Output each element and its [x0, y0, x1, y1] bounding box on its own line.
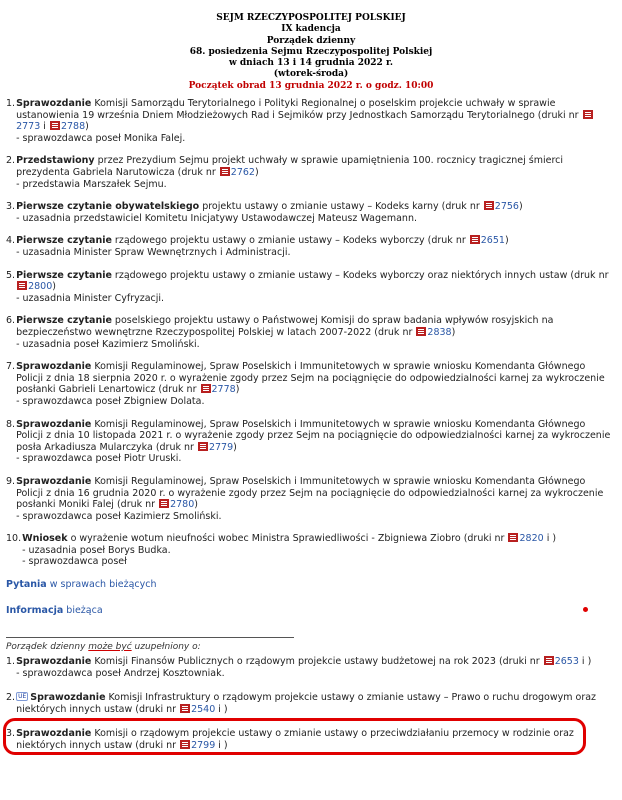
- item-description: Komisji Regulaminowej, Spraw Poselskich i Immunitetowych w sprawie wniosku Komendanta Głównego Policji z dnia 10 listopada 2021 r. o wyrażenie zgody przez Sejm na pociągnięcie do odpowiedzialności karnej za wykroczenie posła Arkadiusza Mularczyka (druk nr: [16, 418, 611, 453]
- print-link[interactable]: 2778: [211, 384, 236, 396]
- item-speaker: - uzasadnia Minister Cyfryzacji.: [16, 292, 165, 304]
- item-text: [16, 656, 614, 668]
- item-tail: ): [451, 326, 456, 338]
- agenda-header: [0, 0, 622, 92]
- agenda-list: [0, 98, 622, 568]
- parliament-name: SEJM RZECZYPOSPOLITEJ POLSKIEJ: [216, 13, 406, 23]
- item-description: Komisji Regulaminowej, Spraw Poselskich i Immunitetowych w sprawie wniosku Komendanta Głównego Policji z dnia 18 sierpnia 2020 r. o wyrażenie zgody przez Sejm na pociągnięcie do odpowiedzialności karnej za wykroczenie posłanki Gabrieli Lenartowicz (druk nr: [16, 361, 605, 396]
- item-description: przez Prezydium Sejmu projekt uchwały w sprawie upamiętnienia 100. rocznicy tragicznej śmierci prezydenta Gabriela Narutowicza (druk nr: [16, 155, 564, 179]
- agenda-item: [6, 155, 614, 190]
- item-speaker: - sprawozdawca poseł Kazimierz Smoliński.: [16, 510, 222, 522]
- item-text: [16, 315, 614, 338]
- item-kind: Pierwsze czytanie obywatelskiego: [16, 201, 200, 213]
- item-speaker: - uzasadnia poseł Borys Budka.: [22, 544, 171, 556]
- item-number: 1.: [6, 98, 16, 110]
- item-number: 8.: [6, 418, 16, 430]
- agenda-item: [6, 361, 614, 407]
- item-tail: i ): [215, 740, 228, 752]
- print-link[interactable]: 2788: [60, 121, 86, 133]
- item-description: projektu ustawy o zmianie ustawy – Kodeks karny (druk nr: [199, 201, 483, 213]
- agenda-item: [6, 201, 614, 224]
- pdf-icon[interactable]: [159, 499, 169, 508]
- item-text: [22, 533, 614, 545]
- agenda-item: [6, 476, 614, 522]
- agenda-item: [6, 419, 614, 465]
- print-link[interactable]: 2653: [554, 656, 579, 668]
- item-text: [16, 419, 614, 454]
- item-text: [16, 155, 614, 178]
- item-description: Komisji Finansów Publicznych o rządowym projekcie ustawy budżetowej na rok 2023 (druki nr: [91, 656, 543, 668]
- item-text: [16, 201, 614, 213]
- item-tail: ): [233, 441, 237, 453]
- item-number: 6.: [6, 315, 16, 327]
- item-number: 10.: [6, 533, 22, 545]
- supplement-post: uzupełniony o:: [131, 642, 201, 653]
- item-tail: ): [194, 499, 198, 511]
- item-kind: Sprawozdanie: [16, 418, 92, 430]
- agenda-item: [6, 270, 614, 305]
- item-body: [16, 692, 614, 715]
- item-description: Komisji o rządowym projekcie ustawy o zmianie ustawy o przeciwdziałaniu przemocy w rodzinie oraz niektórych innych ustaw (druki nr: [16, 728, 574, 752]
- agenda-item: [6, 235, 614, 258]
- item-text: [16, 361, 614, 396]
- pdf-icon[interactable]: [17, 281, 27, 290]
- item-tail: ): [52, 281, 56, 293]
- divider: [6, 637, 294, 638]
- section-text[interactable]: bieżąca: [63, 605, 103, 617]
- annotation-dot: [583, 607, 588, 612]
- item-speaker: - uzasadnia Minister Spraw Wewnętrznych i Administracji.: [16, 247, 291, 259]
- item-speaker: - uzasadnia przedstawiciel Komitetu Inicjatywy Ustawodawczej Mateusz Wagemann.: [16, 212, 417, 224]
- print-link[interactable]: 2820: [519, 533, 544, 545]
- item-description: rządowego projektu ustawy o zmianie ustawy – Kodeks wyborczy oraz niektórych innych ustaw (druk nr: [111, 269, 609, 281]
- pdf-icon[interactable]: [201, 384, 211, 393]
- item-number: 3.: [6, 728, 16, 740]
- item-tail: i ): [543, 533, 557, 545]
- pdf-icon[interactable]: [180, 704, 190, 713]
- supplement-underlined: może być: [88, 642, 132, 653]
- print-link[interactable]: 2799: [191, 740, 216, 752]
- item-description: o wyrażenie wotum nieufności wobec Ministra Sprawiedliwości - Zbigniewa Ziobro (druki nr: [67, 533, 508, 545]
- pdf-icon[interactable]: [470, 235, 480, 244]
- item-description: rządowego projektu ustawy o zmianie ustawy – Kodeks wyborczy (druk nr: [111, 235, 469, 247]
- item-description: poselskiego projektu ustawy o Państwowej Komisji do spraw badania wpływów rosyjskich na bezpieczeństwo wewnętrzne Rzeczypospolitej Polskiej w latach 2007-2022 (druk nr: [16, 315, 554, 338]
- print-link[interactable]: 2540: [191, 703, 216, 715]
- start-time: Początek obrad 13 grudnia 2022 r. o godz. 10:00: [188, 80, 434, 91]
- print-link[interactable]: 2838: [427, 326, 452, 338]
- supplement-note: [0, 642, 622, 652]
- item-description: Komisji Regulaminowej, Spraw Poselskich i Immunitetowych w sprawie wniosku Komendanta Głównego Policji z dnia 16 grudnia 2020 r. o wyrażenie zgody przez Sejm na pociągnięcie do odpowiedzialności karnej za wykroczenie posłanki Moniki Falej (druk nr: [16, 475, 604, 511]
- item-speaker: - przedstawia Marszałek Sejmu.: [16, 178, 167, 190]
- item-number: 2.: [6, 155, 16, 167]
- doc-separator: i: [40, 121, 49, 133]
- item-tail: ): [254, 167, 259, 179]
- item-body: [16, 201, 614, 224]
- item-text: [16, 270, 614, 293]
- section-informacja: [0, 605, 622, 617]
- item-text: [16, 692, 614, 715]
- pdf-icon[interactable]: [484, 201, 494, 210]
- item-tail: ): [85, 121, 89, 133]
- highlight-box: [3, 718, 586, 755]
- section-text[interactable]: w sprawach bieżących: [46, 579, 157, 591]
- item-kind: Sprawozdanie: [16, 656, 92, 668]
- item-kind: Sprawozdanie: [16, 361, 92, 373]
- item-tail: i ): [578, 656, 592, 668]
- item-body: [16, 419, 614, 465]
- item-body: [16, 98, 614, 144]
- item-tail: ): [235, 384, 240, 396]
- term: IX kadencja: [281, 24, 341, 35]
- item-body: [16, 361, 614, 407]
- item-speaker: - sprawozdawca poseł Zbigniew Dolata.: [16, 395, 205, 407]
- item-body: [16, 235, 614, 258]
- pdf-icon[interactable]: [198, 442, 208, 451]
- print-link[interactable]: 2780: [170, 499, 195, 511]
- item-kind: Pierwsze czytanie: [16, 235, 112, 247]
- pdf-icon[interactable]: [544, 656, 554, 665]
- session-days: (wtorek-środa): [273, 69, 349, 80]
- item-text: [16, 235, 614, 247]
- pdf-icon[interactable]: [583, 110, 593, 119]
- item-kind: Sprawozdanie: [16, 98, 92, 110]
- item-tail: ): [518, 201, 523, 213]
- agenda-item: [6, 656, 614, 679]
- item-body: [16, 270, 614, 305]
- item-body: [16, 656, 614, 679]
- agenda-item: [6, 98, 614, 144]
- supplement-pre: Porządek dzienny: [6, 642, 89, 653]
- agenda-item: [6, 315, 614, 350]
- item-speaker: - sprawozdawca poseł Monika Falej.: [16, 132, 186, 144]
- item-speaker: - sprawozdawca poseł Andrzej Kosztowniak.: [16, 667, 225, 679]
- item-body: [16, 476, 614, 522]
- item-speaker: - sprawozdawca poseł: [22, 556, 127, 568]
- item-description: Komisji Infrastruktury o rządowym projekcie ustawy o zmianie ustawy – Prawo o ruchu drogowym oraz niektórych innych ustaw (druki nr: [16, 692, 597, 715]
- item-speaker: - sprawozdawca poseł Piotr Uruski.: [16, 453, 182, 465]
- pdf-icon[interactable]: [50, 121, 60, 130]
- item-text: [16, 476, 614, 511]
- print-link[interactable]: 2773: [16, 121, 41, 133]
- item-kind: Pierwsze czytanie: [16, 269, 112, 281]
- print-link[interactable]: 2651: [480, 235, 505, 247]
- item-number: 9.: [6, 475, 16, 487]
- print-link[interactable]: 2800: [28, 281, 53, 293]
- item-tail: i ): [215, 703, 228, 715]
- item-speaker: - uzasadnia poseł Kazimierz Smoliński.: [16, 338, 200, 350]
- item-number: 7.: [6, 361, 16, 373]
- item-number: 5.: [6, 269, 16, 281]
- print-link[interactable]: 2779: [208, 441, 234, 453]
- item-number: 4.: [6, 235, 16, 247]
- section-link[interactable]: Informacja: [6, 605, 64, 617]
- print-link[interactable]: 2756: [494, 201, 519, 213]
- pdf-icon[interactable]: [220, 167, 230, 176]
- item-kind: Sprawozdanie: [30, 692, 106, 704]
- section-pytania: [0, 579, 622, 591]
- item-body: [16, 315, 614, 350]
- item-kind: Sprawozdanie: [16, 475, 92, 487]
- item-number: 3.: [6, 201, 16, 213]
- section-link[interactable]: Pytania: [6, 579, 47, 591]
- item-kind: Przedstawiony: [16, 155, 95, 167]
- agenda-title: Porządek dzienny: [266, 35, 356, 46]
- pdf-icon[interactable]: [508, 533, 518, 542]
- session-dates: w dniach 13 i 14 grudnia 2022 r.: [228, 58, 394, 69]
- print-link[interactable]: 2762: [230, 167, 255, 179]
- item-body: [22, 533, 614, 568]
- agenda-item: [6, 692, 614, 715]
- session-title: 68. posiedzenia Sejmu Rzeczypospolitej Polskiej: [189, 46, 433, 57]
- item-number: 2.: [6, 692, 16, 704]
- item-kind: Wniosek: [22, 533, 68, 545]
- item-number: 1.: [6, 656, 16, 668]
- agenda-item: [6, 533, 614, 568]
- eu-icon: UE: [18, 693, 27, 701]
- item-description: Komisji Samorządu Terytorialnego i Polityki Regionalnej o poselskim projekcie uchwały w sprawie ustanowienia 19 września Dniem Młodzieżowych Rad i Sejmików przy Jednostkach Samorządu Terytorialnego (druki nr: [16, 98, 582, 121]
- item-body: [16, 155, 614, 190]
- item-kind: Sprawozdanie: [16, 728, 92, 740]
- item-kind: Pierwsze czytanie: [16, 315, 112, 327]
- item-text: [16, 98, 614, 133]
- item-tail: ): [504, 235, 509, 247]
- pdf-icon[interactable]: [416, 327, 426, 336]
